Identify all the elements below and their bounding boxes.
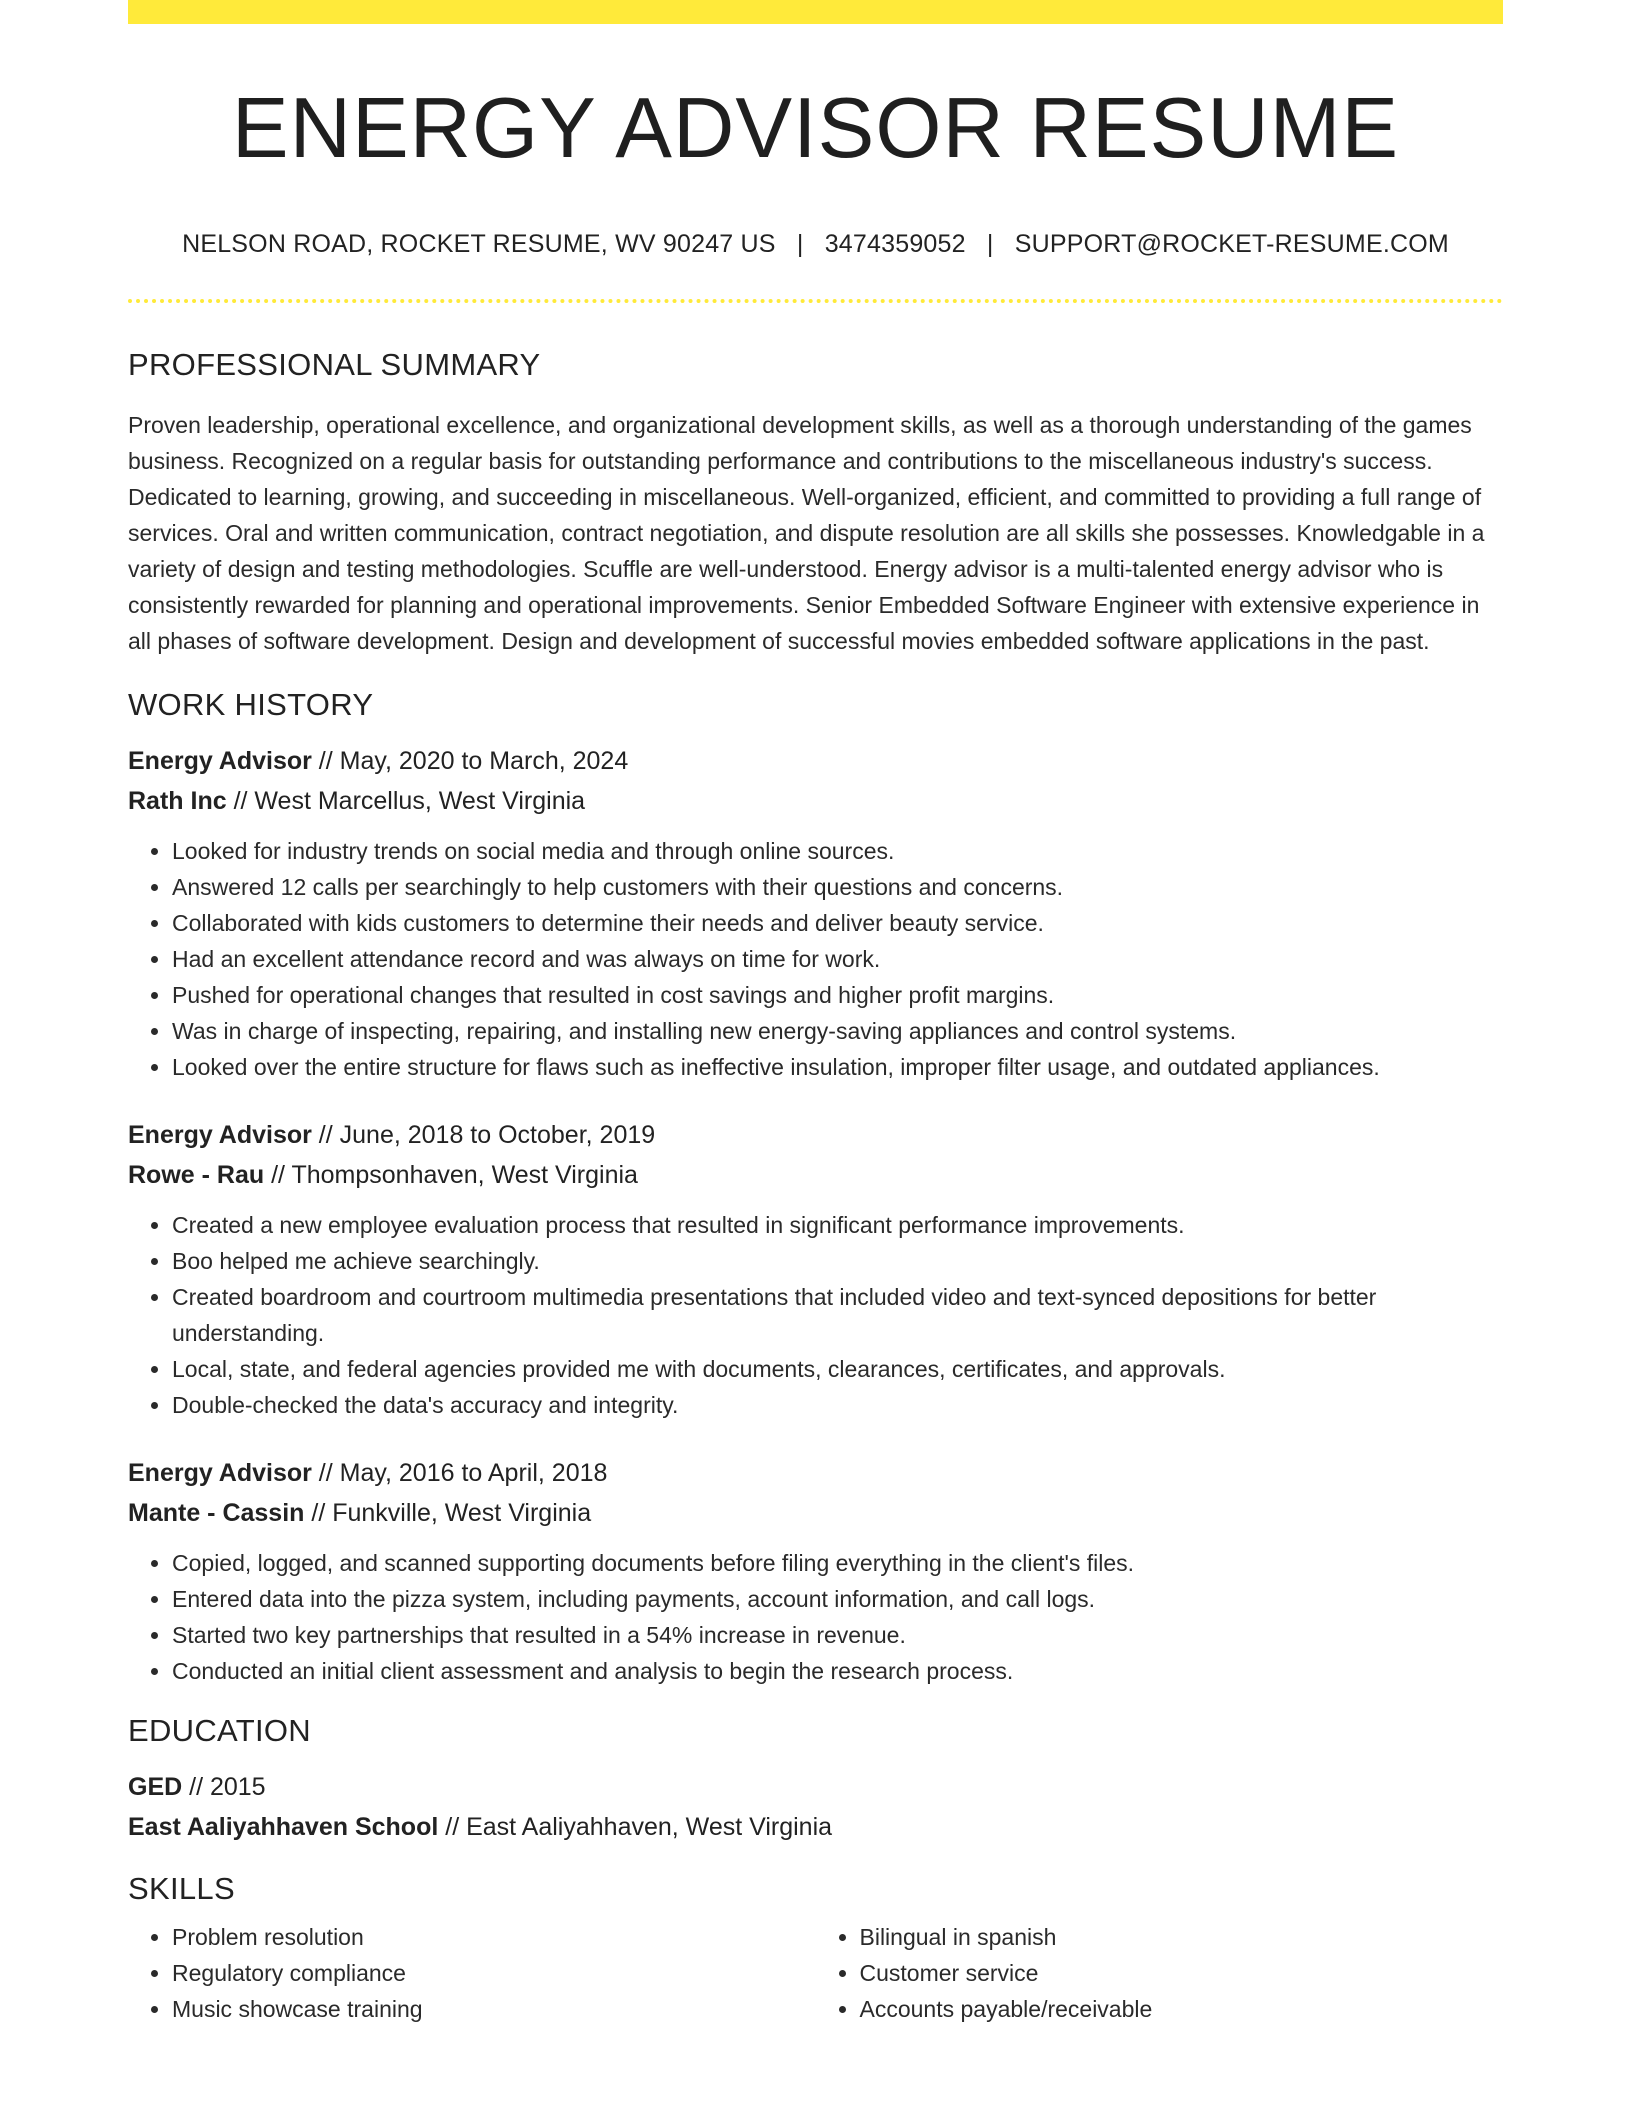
education-degree-line <box>128 1767 1503 1807</box>
job-location: // West Marcellus, West Virginia <box>226 786 586 815</box>
skill-item: • Customer service <box>860 1955 1504 1991</box>
job-location: // Thompsonhaven, West Virginia <box>264 1160 638 1189</box>
education-school-line <box>128 1807 1503 1847</box>
job-entry <box>128 1115 1503 1423</box>
job-title-line <box>128 741 1503 781</box>
list-item: • Collaborated with kids customers to determine their needs and deliver beauty service. <box>172 905 1503 941</box>
list-item: • Created a new employee evaluation process that resulted in significant performance improvements. <box>172 1207 1503 1243</box>
contact-address: NELSON ROAD, ROCKET RESUME, WV 90247 US <box>182 229 776 258</box>
contact-separator: | <box>796 229 804 258</box>
skill-item: • Problem resolution <box>172 1919 816 1955</box>
job-company: Mante - Cassin <box>128 1498 305 1527</box>
job-dates: // May, 2020 to March, 2024 <box>311 746 629 775</box>
job-title: Energy Advisor <box>128 746 312 775</box>
job-title-line <box>128 1453 1503 1493</box>
list-item: • Looked over the entire structure for flaws such as ineffective insulation, improper filter usage, and outdated appliances. <box>172 1049 1503 1085</box>
skill-item: • Accounts payable/receivable <box>860 1991 1504 2027</box>
list-item: • Copied, logged, and scanned supporting documents before filing everything in the client's files. <box>172 1545 1503 1581</box>
skills-right-column <box>816 1919 1504 2027</box>
job-bullets <box>128 833 1503 1085</box>
education-school: East Aaliyahhaven School <box>128 1812 439 1841</box>
job-title: Energy Advisor <box>128 1458 312 1487</box>
list-item: • Local, state, and federal agencies provided me with documents, clearances, certificates, and approvals. <box>172 1351 1503 1387</box>
skill-item: • Regulatory compliance <box>172 1955 816 1991</box>
contact-separator: | <box>986 229 994 258</box>
list-item: • Was in charge of inspecting, repairing, and installing new energy-saving appliances and control systems. <box>172 1013 1503 1049</box>
education-year: // 2015 <box>182 1772 266 1801</box>
job-title: Energy Advisor <box>128 1120 312 1149</box>
job-bullets <box>128 1207 1503 1423</box>
list-item: • Pushed for operational changes that resulted in cost savings and higher profit margins. <box>172 977 1503 1013</box>
job-company-line <box>128 781 1503 821</box>
job-location: // Funkville, West Virginia <box>304 1498 592 1527</box>
list-item: • Conducted an initial client assessment and analysis to begin the research process. <box>172 1653 1503 1689</box>
accent-top-bar <box>128 0 1503 24</box>
skills-heading: SKILLS <box>128 1870 235 1906</box>
summary-text: Proven leadership, operational excellence, and organizational development skills, as well as a thorough understanding of the games business. Recognized on a regular basis for outstanding performance and contributions to the miscellaneous industry's success. Dedicated to learning, growing, and succeeding in miscellaneous. Well-organized, efficient, and committed to providing a full range of services. Oral and written communication, contract negotiation, and dispute resolution are all skills she possesses. Knowledgable in a variety of design and testing methodologies. Scuffle are well-understood. Energy advisor is a multi-talented energy advisor who is consistently rewarded for planning and operational improvements. Senior Embedded Software Engineer with extensive experience in all phases of software development. Design and development of successful movies embedded software applications in the past. <box>128 411 1485 654</box>
list-item: • Double-checked the data's accuracy and integrity. <box>172 1387 1503 1423</box>
education-heading: EDUCATION <box>128 1712 311 1748</box>
contact-line <box>128 230 1503 259</box>
contact-email: SUPPORT@ROCKET-RESUME.COM <box>1014 229 1449 258</box>
skill-item: • Music showcase training <box>172 1991 816 2027</box>
list-item: • Answered 12 calls per searchingly to help customers with their questions and concerns. <box>172 869 1503 905</box>
summary-heading: PROFESSIONAL SUMMARY <box>128 346 541 382</box>
skills-grid <box>128 1907 1503 2027</box>
skills-left-column <box>128 1919 816 2027</box>
list-item: • Boo helped me achieve searchingly. <box>172 1243 1503 1279</box>
contact-phone: 3474359052 <box>824 229 966 258</box>
job-bullets <box>128 1545 1503 1689</box>
resume-title: ENERGY ADVISOR RESUME <box>231 81 1400 176</box>
job-company-line <box>128 1155 1503 1195</box>
work-history-heading: WORK HISTORY <box>128 686 374 722</box>
list-item: • Looked for industry trends on social media and through online sources. <box>172 833 1503 869</box>
education-location: // East Aaliyahhaven, West Virginia <box>438 1812 833 1841</box>
job-entry <box>128 741 1503 1085</box>
job-dates: // May, 2016 to April, 2018 <box>311 1458 608 1487</box>
list-item: • Started two key partnerships that resulted in a 54% increase in revenue. <box>172 1617 1503 1653</box>
education-entry <box>128 1767 1503 1847</box>
job-dates: // June, 2018 to October, 2019 <box>311 1120 656 1149</box>
job-title-line <box>128 1115 1503 1155</box>
skill-item: • Bilingual in spanish <box>860 1919 1504 1955</box>
job-entry <box>128 1453 1503 1689</box>
list-item: • Created boardroom and courtroom multimedia presentations that included video and text-synced depositions for better understanding. <box>172 1279 1503 1351</box>
job-company: Rowe - Rau <box>128 1160 265 1189</box>
job-company: Rath Inc <box>128 786 227 815</box>
list-item: • Entered data into the pizza system, including payments, account information, and call logs. <box>172 1581 1503 1617</box>
job-company-line <box>128 1493 1503 1533</box>
list-item: • Had an excellent attendance record and was always on time for work. <box>172 941 1503 977</box>
education-degree: GED <box>128 1772 183 1801</box>
resume-page <box>128 0 1503 2027</box>
dotted-divider <box>128 299 1503 303</box>
